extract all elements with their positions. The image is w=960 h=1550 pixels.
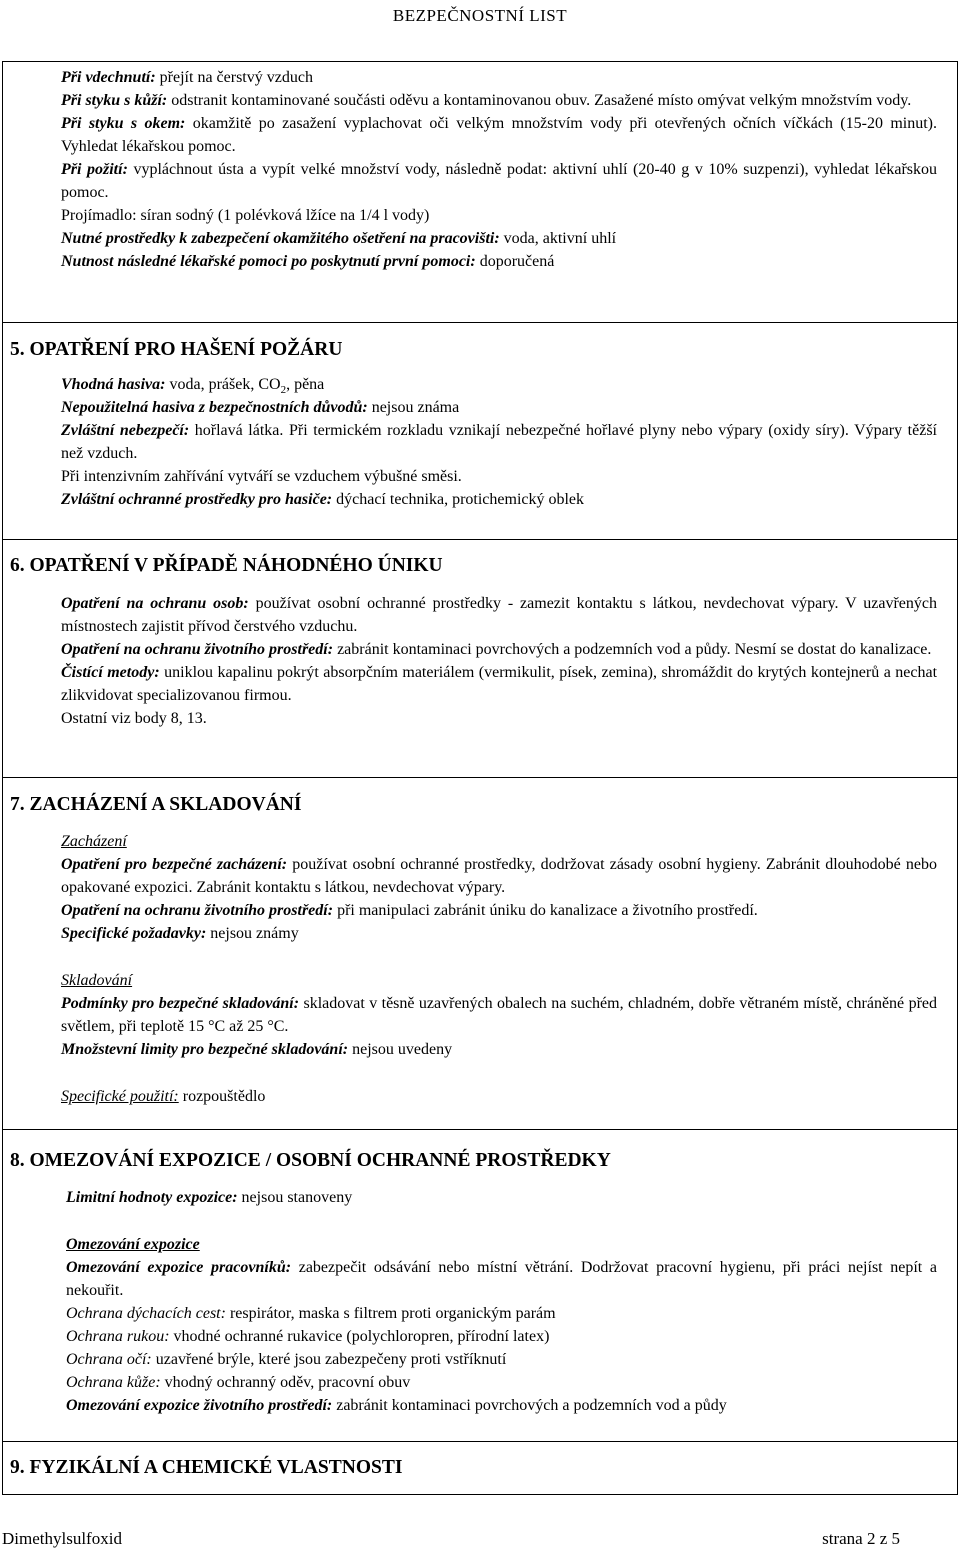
label: Zvláštní ochranné prostředky pro hasiče: [61,491,333,508]
footer-page-number: strana 2 z 5 [822,1529,900,1548]
label: Vhodná hasiva: [61,376,166,393]
text: nejsou stanoveny [237,1189,353,1206]
text: hořlavá látka. Při termickém rozkladu vznikají nebezpečné hořlavé plyny nebo výpary (oxidy síry). Výpary těžší než vzduch. [61,422,937,462]
text: nejsou uvedeny [348,1041,453,1058]
label: Omezování expozice pracovníků: [66,1259,292,1276]
label: Ochrana dýchacích cest: [66,1305,226,1322]
text: rozpouštědlo [178,1088,266,1105]
text: zabezpečit odsávání nebo místní větrání. Dodržovat pracovní hygienu, při práci nejíst nepít a nekouřit. [66,1259,938,1299]
label: Specifické požadavky: [61,925,207,942]
footer-product: Dimethylsulfoxid [2,1529,122,1548]
text: používat osobní ochranné prostředky, dodržovat zásady osobní hygieny. Zabránit dlouhodobé nebo opakované expozici. Zabránit kontaktu s látkou, nevdechovat výpary. [61,856,937,896]
section-8-title: 8. OMEZOVÁNÍ EXPOZICE / OSOBNÍ OCHRANNÉ PROSTŘEDKY [10,1150,611,1171]
label: Nutnost následné lékařské pomoci po poskytnutí první pomoci: [61,253,476,270]
text: zabránit kontaminaci povrchových a podzemních vod a půdy [332,1397,727,1414]
section-9-title: 9. FYZIKÁLNÍ A CHEMICKÉ VLASTNOSTI [10,1457,403,1478]
first-aid-content [61,66,937,273]
section-5-title: 5. OPATŘENÍ PRO HAŠENÍ POŽÁRU [10,339,343,360]
text: doporučená [475,253,555,270]
section-8-box [2,1130,958,1442]
text: přejít na čerstvý vzduch [155,69,313,86]
text: používat osobní ochranné prostředky - zamezit kontaktu s látkou, nevdechovat výpary. V uzavřených místnostech zajistit přívod čerstvého vzduchu. [61,595,937,635]
text: nejsou známy [206,925,299,942]
section-7-title: 7. ZACHÁZENÍ A SKLADOVÁNÍ [10,794,302,815]
page-header: BEZPEČNOSTNÍ LIST [392,6,568,25]
text: vhodný ochranný oděv, pracovní obuv [160,1374,411,1391]
text: Při intenzivním zahřívání vytváří se vzduchem výbušné směsi. [61,468,462,485]
section-5-content [61,373,937,511]
text: nejsou známa [367,399,460,416]
label: Při styku s okem: [61,115,186,132]
label: Nutné prostředky k zabezpečení okamžitého ošetření na pracovišti: [61,230,500,247]
text: , pěna [286,376,325,393]
text: uniklou kapalinu pokrýt absorpčním materiálem (vermikulit, písek, zemina), shromáždit do krytých kontejnerů a nechat zlikvidovat specializovanou firmou. [61,664,938,704]
section-7-content [61,830,937,1108]
text: dýchací technika, protichemický oblek [332,491,585,508]
section-7-box [2,778,958,1130]
text: odstranit kontaminované součásti oděvu a kontaminovanou obuv. Zasažené místo omývat velkým množstvím vody. [167,92,912,109]
label: Limitní hodnoty expozice: [66,1189,238,1206]
section-8-content [66,1186,937,1417]
text: respirátor, maska s filtrem proti organickým parám [225,1305,556,1322]
text: voda, prášek, CO [165,376,281,393]
text: voda, aktivní uhlí [499,230,617,247]
label: Při vdechnutí: [61,69,156,86]
subheading-zachazeni: Zacházení [61,833,127,850]
text: při manipulaci zabránit úniku do kanalizace a životního prostředí. [333,902,758,919]
page-footer [2,1527,900,1550]
label: Ochrana rukou: [66,1328,170,1345]
section-6-content [61,592,937,730]
subscript: 2 [280,384,287,397]
label: Opatření pro bezpečné zacházení: [61,856,288,873]
label: Specifické použití: [61,1088,179,1105]
label: Opatření na ochranu životního prostředí: [61,902,334,919]
label: Množstevní limity pro bezpečné skladování: [61,1041,349,1058]
label: Ochrana kůže: [66,1374,161,1391]
text: uzavřené brýle, které jsou zabezpečeny proti vstříknutí [151,1351,507,1368]
label: Omezování expozice životního prostředí: [66,1397,333,1414]
first-aid-box [2,61,958,323]
text: Ostatní viz body 8, 13. [61,710,207,727]
label: Nepoužitelná hasiva z bezpečnostních důvodů: [61,399,368,416]
label: Při požití: [61,161,128,178]
subheading-skladovani: Skladování [61,972,133,989]
section-6-box [2,540,958,778]
label: Ochrana očí: [66,1351,152,1368]
subheading-omezovani: Omezování expozice [66,1236,200,1253]
text: skladovat v těsně uzavřených obalech na suchém, chladném, dobře větraném místě, chráněné před světlem, při teplotě 15 °C až 25 °C. [61,995,937,1035]
label: Čistící metody: [61,664,160,681]
text: Projímadlo: síran sodný (1 polévková lžíce na 1/4 l vody) [61,207,430,224]
text: zabránit kontaminaci povrchových a podzemních vod a půdy. Nesmí se dostat do kanalizace. [333,641,932,658]
section-9-box [2,1442,958,1495]
section-5-box [2,323,958,540]
label: Podmínky pro bezpečné skladování: [61,995,300,1012]
label: Zvláštní nebezpečí: [61,422,190,439]
label: Opatření na ochranu osob: [61,595,249,612]
label: Při styku s kůží: [61,92,168,109]
text: vypláchnout ústa a vypít velké množství vody, následně podat: aktivní uhlí (20-40 g v 10% suzpenzi), vyhledat lékařskou pomoc. [61,161,938,201]
text: vhodné ochranné rukavice (polychloropren, přírodní latex) [169,1328,550,1345]
label: Opatření na ochranu životního prostředí: [61,641,334,658]
text: okamžitě po zasažení vyplachovat oči velkým množstvím vody při otevřených očních víčkách (15-20 minut). Vyhledat lékařskou pomoc. [61,115,938,155]
section-6-title: 6. OPATŘENÍ V PŘÍPADĚ NÁHODNÉHO ÚNIKU [10,555,443,576]
